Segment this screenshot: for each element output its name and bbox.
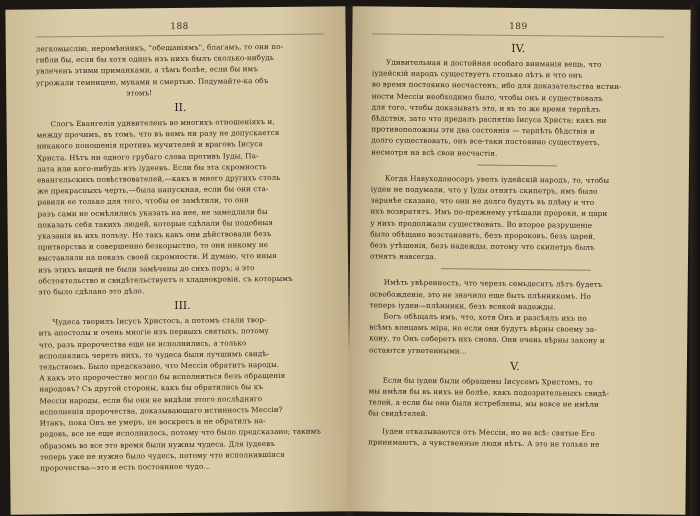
text-line: іудейскій народъ существуетъ столько лѣтъ и что онъ <box>371 68 583 80</box>
text-line: Когда Навуходоносоръ увелъ іудейскій народъ, то, чтобы <box>384 173 610 185</box>
text-line: этомъ! <box>126 88 153 98</box>
text-line: между прочимъ, въ томъ, что въ немъ ни разу не допускается <box>36 128 280 140</box>
text-line: противоположны эти два состоянія — терпѣть бѣдствія и <box>371 124 595 137</box>
text-line: заранѣе сказано, что они не долго будутъ въ плѣну и что <box>370 195 595 208</box>
text-line: теперь уже не нужно было чудесъ, потому что исполнившіяся <box>39 449 285 462</box>
text-line: остаются угнетенными… <box>369 345 468 356</box>
text-line: всѣмъ концамъ міра, но если они будутъ вѣрны своему за- <box>369 322 597 335</box>
text-line: ности Мессіи необходимо было, чтобы онъ и существовалъ <box>371 91 603 103</box>
text-line: легкомыслію, неромѣнникъ, "обещаніямъ", благамъ, то они по- <box>35 41 284 54</box>
text-line: іудеи не подумали, что у Іуды отнятъ скипетръ, имъ было <box>370 184 598 196</box>
section-divider <box>477 164 557 166</box>
text-line: несмотря на всѣ свои несчастія. <box>371 147 498 158</box>
text-line: изъ этихъ вещей не были замѣчены до сихъ поръ; а это <box>38 262 255 275</box>
text-line: исполнялись черезъ нихъ, то чудеса были лучшимъ свидѣ- <box>38 348 270 361</box>
text-line: указанія въ ихъ пользу. Но такъ какъ они дѣйствовали безъ <box>37 229 272 241</box>
left-page-number: 188 <box>170 21 189 33</box>
text-line: ихъ возвратятъ. Имъ по-прежнему утѣшали пророки, и цари <box>370 206 608 219</box>
text-line: народовъ? Съ другой стороны, какъ бы обратились бы къ <box>39 382 264 394</box>
text-line: во время постоянно несчастенъ, ибо для доказательства истин- <box>371 79 622 92</box>
text-line: мы имѣли бы въ нихъ не болѣе, какъ подозрительныхъ свидѣ- <box>368 386 610 399</box>
text-line: бы свидѣтелей. <box>368 408 428 419</box>
header-rule <box>36 33 324 37</box>
section-5-body <box>368 374 661 450</box>
left-page <box>5 6 350 515</box>
text-line: исполненія пророчества, доказывающаго истинность Мессіи? <box>39 404 283 417</box>
text-line: пророчества—это и есть постоянное чудо… <box>40 461 211 473</box>
text-line: евангельскихъ повѣствователей,—какъ и много другихъ столь <box>37 172 281 185</box>
text-line: Мессіи народы, если бы они не видѣли этого послѣдняго <box>39 393 263 406</box>
text-line: лата или кого-нибудь изъ іудеевъ. Если бы эта скромность <box>36 161 267 174</box>
header-rule <box>372 33 664 37</box>
section-divider <box>441 269 591 272</box>
text-line: А какъ это пророчество могло бы исполниться безъ обращенія <box>39 371 286 383</box>
text-line: гибли бы, если бы хотя одинъ изъ нихъ былъ сколько-нибудь <box>35 53 274 65</box>
text-line: отнятъ навсегда. <box>369 251 437 262</box>
section-heading-5: V. <box>510 359 520 373</box>
text-line: показать себя такихъ людей, которые сдѣлали бы подобныя <box>37 217 274 230</box>
text-line: Имѣть увѣренность, что черезъ семьдесятъ лѣтъ будетъ <box>383 278 603 290</box>
text-line: Богъ обѣщалъ имъ, что, хотя Онъ и разсѣялъ ихъ по <box>383 311 587 323</box>
text-line: безъ утѣшенія, безъ надежды, потому что скипетръ былъ <box>370 240 595 252</box>
text-line: Итакъ, пока Онъ не умеръ, не воскресъ и не обратилъ на- <box>39 416 266 428</box>
text-line: Удивительная и достойная особаго вниманія вещь, что <box>386 57 602 69</box>
section-heading-3: III. <box>174 299 191 313</box>
section-2-body <box>37 115 327 297</box>
text-line: бѣдствія, зато что предалъ распятію Іисуса Христа; какъ ни <box>371 113 607 125</box>
text-line: для того, чтобы доказывать это, и въ то же время терпѣлъ <box>371 102 601 114</box>
section-heading-2: II. <box>174 100 187 115</box>
text-line: было обѣщано возстановить, безъ пророковъ, безъ царей, <box>370 229 596 241</box>
block-a-body <box>370 172 663 265</box>
right-page-number: 189 <box>509 21 528 33</box>
text-line: Если бы іудеи были обращены Іисусомъ Христомъ, то <box>382 375 593 387</box>
left-top-paragraph <box>36 40 325 99</box>
text-line: Христа. Нѣтъ ни одного грубаго слова противъ Іуды, Па- <box>36 150 259 163</box>
text-line: телей, а если бы они были истреблены, мы вовсе не имѣли <box>368 397 600 410</box>
text-line: ить апостолы и очень многіе изъ первыхъ святыхъ, потому <box>38 326 269 338</box>
text-line: увлеченъ этими приманками, а тѣмъ болѣе, если бы имъ <box>35 64 258 76</box>
text-line: угрожали темницею, муками и смертью. Подумайте-ка объ <box>36 75 269 88</box>
right-page <box>347 6 690 515</box>
text-line: что, разъ пророчества еще не исполнились, а только <box>38 337 247 350</box>
text-line: освобожденіе, это не значило еще быть плѣнникомъ. Но <box>369 289 592 301</box>
book-edge <box>690 4 700 516</box>
text-line: это было сдѣлано это дѣло. <box>38 286 145 297</box>
text-line: родовъ, все не еще исполнилось, потому что было предсказано; такимъ <box>39 426 322 439</box>
text-line: обстоятельство и свидѣтельствуетъ о хладнокровіи, съ которымъ <box>38 273 293 286</box>
text-line: никакого поношенія противъ мучителей и враговъ Іисуса <box>36 139 263 151</box>
block-b-body <box>369 277 662 358</box>
text-line: долго существовать, онъ все-таки постоянно существуетъ, <box>371 135 601 148</box>
text-line: тельствомъ. Было предсказано, что Мессія обратитъ народы. <box>39 360 280 372</box>
text-line: Іудеи отказываются отъ Мессіи, но не всѣ: святые Его <box>382 426 595 438</box>
text-line: теперь іудеи—плѣнники, безъ всякой надежды. <box>369 300 556 312</box>
section-3-body <box>39 314 329 474</box>
section-4-body <box>371 56 664 160</box>
text-line: образомъ во все это время были нужны чудеса. Для іудеевъ <box>39 438 275 450</box>
text-line: выставляли на показъ своей скромности. И думаю, что иныя <box>37 251 277 263</box>
text-line: кону, то Онъ соберетъ ихъ снова. Они очень вѣрны закону и <box>369 333 605 346</box>
text-line: равили ее только для того, чтобы ее замѣтили, то они <box>37 195 249 207</box>
text-line: Чудеса творилъ Іисусъ Христосъ, а потомъ стали твор- <box>52 315 267 327</box>
text-line: у нихъ продолжали существовать. Во второе разрушеніе <box>370 218 593 230</box>
text-line: принимаютъ, а чувственные люди нѣтъ. А это не только не <box>368 437 600 449</box>
text-line: разъ сами не осмѣлились указать на нее, не замедлили бы <box>37 206 268 219</box>
text-line: же прекрасныхъ черть,—была напускная, если бы они ста- <box>37 184 269 196</box>
text-line: Слогъ Евангелія удивителенъ во многихъ отношеніяхъ и, <box>50 116 275 129</box>
text-line: притворства и совершенно безкорыстно, то они никому не <box>37 240 269 252</box>
section-heading-4: IV. <box>511 41 526 56</box>
